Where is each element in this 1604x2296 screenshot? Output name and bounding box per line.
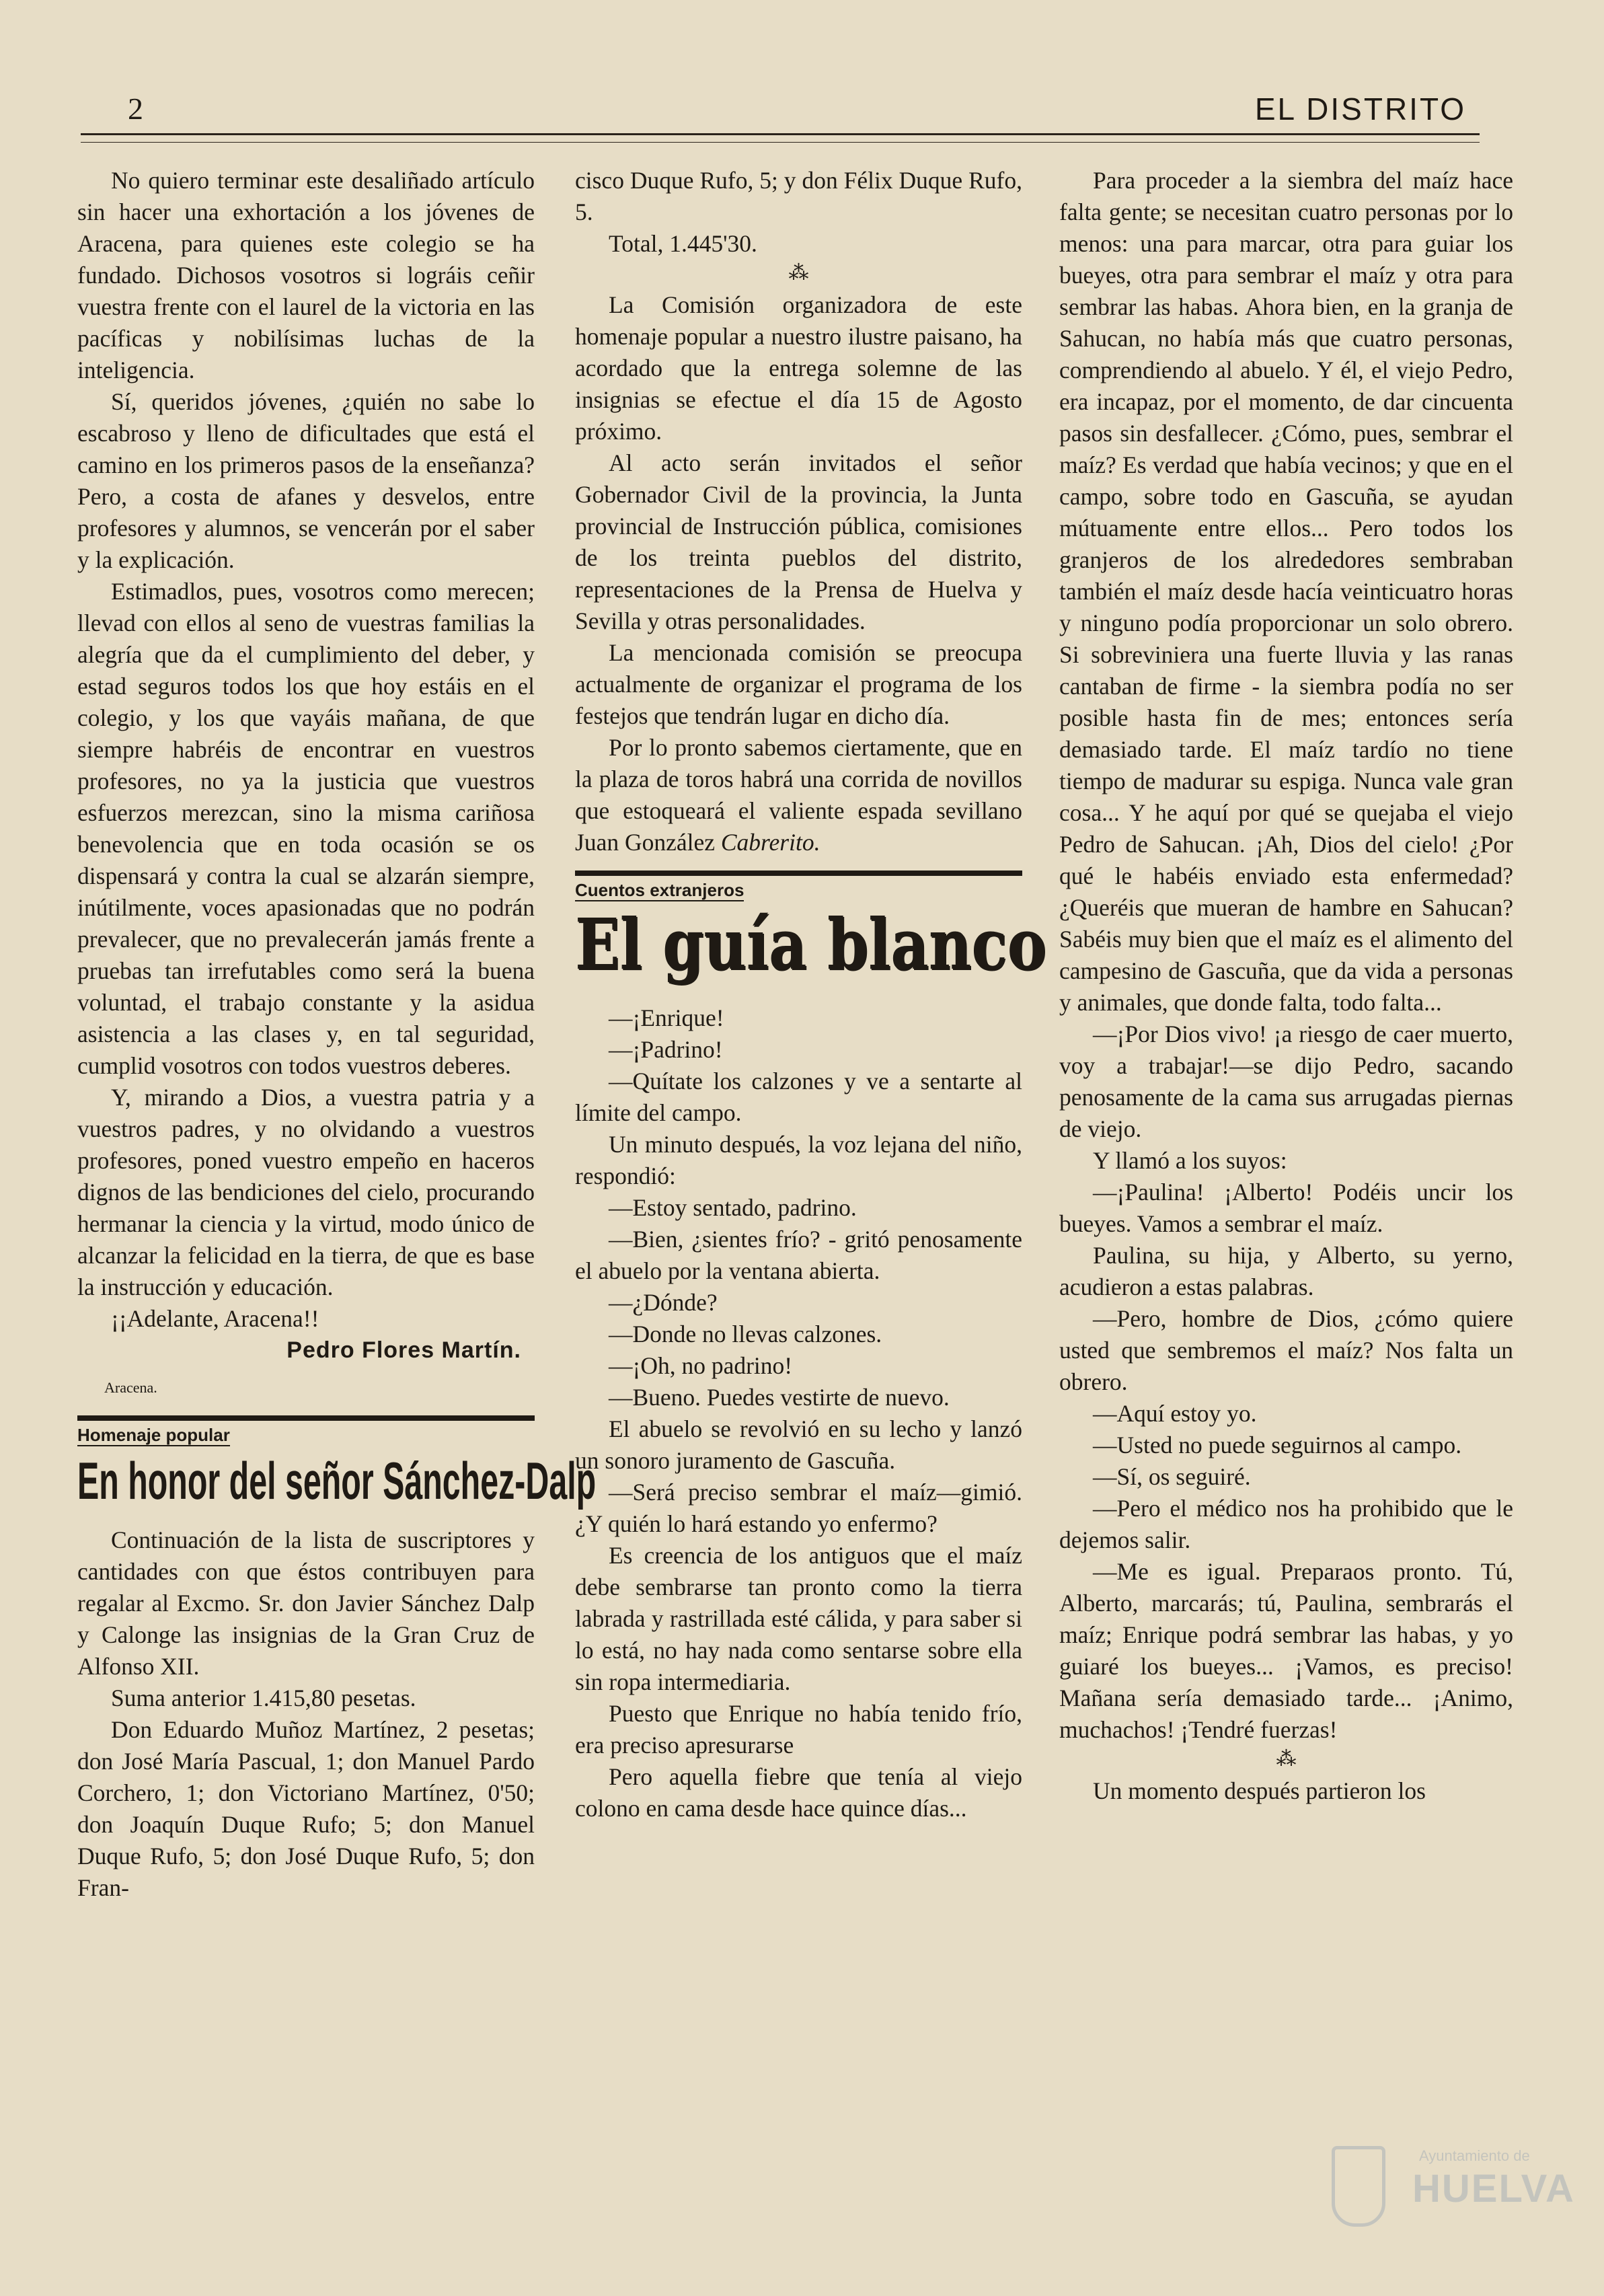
paragraph-text: Por lo pronto sabemos ciertamente, que en la plaza de toros habrá una corrida de novillos que estoqueará el valiente espada sevillano Juan González (575, 734, 1022, 856)
italic-name: Cabrerito. (720, 829, 820, 856)
dialogue-line: —Usted no puede seguirnos al campo. (1093, 1432, 1462, 1458)
dialogue-line: —Pero, hombre de Dios, ¿cómo quiere usted que sembremos el maíz? Nos falta un obrero. (1059, 1305, 1513, 1395)
paragraph: Y llamó a los suyos: (1093, 1147, 1287, 1174)
paragraph: Y, mirando a Dios, a vuestra patria y a vuestros padres, y no olvidando a vuestros profesores, poned vuestro empeño en haceros dignos de las bendiciones del cielo, procurando hermanar la ciencia y la virtud, modo único de alcanzar la felicidad en la tierra, de que es base la instrucción y educación. (77, 1084, 535, 1300)
paragraph (575, 732, 1022, 858)
paragraph: Es creencia de los antiguos que el maíz debe sembrarse tan pronto como la tierra labrada y rastrillada esté cálida, y para saber si lo está, no hay nada como sentarse sobre ella sin ropa intermediaria. (575, 1542, 1022, 1695)
header-rule (81, 133, 1480, 143)
dialogue-line: —¡Padrino! (609, 1036, 723, 1063)
dialogue-line: —¡Paulina! ¡Alberto! Podéis uncir los bueyes. Vamos a sembrar el maíz. (1059, 1179, 1513, 1237)
paragraph: Al acto serán invitados el señor Gobernador Civil de la provincia, la Junta provincial de Instrucción pública, comisiones de los treinta pueblos del distrito, representaciones de la Prensa de Huelva y Sevilla y otras personalidades. (575, 449, 1022, 634)
paragraph: Para proceder a la siembra del maíz hace falta gente; se necesitan cuatro personas por lo menos: una para marcar, otra para guiar los bueyes, otra para sembrar el maíz y otra para sembrar las habas. Ahora bien, en la granja de Sahucan, no había más que cuatro personas, comprendiendo al abuelo. Y él, el viejo Pedro, era incapaz, por el momento, de dar cincuenta pasos sin desfallecer. ¿Cómo, pues, sembrar el maíz? Es verdad que había vecinos; y que en el campo, sobre todo en Gascuña, se ayudan mútuamente entre ellos... Pero todos los granjeros de los alrededores sembraban también el maíz desde hacía veinticuatro horas y ninguno podía proporcionar un solo obrero. Si sobreviniera una fuerte lluvia y las ranas cantaban de firme - la siembra podía no ser posible hasta fin de mes; entonces sería demasiado tarde. El maíz tardío no tiene tiempo de madurar su espiga. Nunca vale gran cosa... Y he aquí por qué se quejaba el viejo Pedro de Sahucan. ¡Ah, Dios del cielo! ¿Por qué le habéis enviado esta enfermedad? ¿Queréis que mueran de hambre en Sahucan? Sabéis muy bien que el maíz es el alimento del campesino de Gascuña, que da vida a personas y animales, que donde falta, todo falta... (1059, 167, 1513, 1016)
paragraph: La mencionada comisión se preocupa actualmente de organizar el programa de los festejos que tendrán lugar en dicho día. (575, 639, 1022, 729)
dialogue-line: —¡Enrique! (609, 1004, 724, 1031)
dialogue-line: —¿Dónde? (609, 1289, 718, 1316)
paragraph: cisco Duque Rufo, 5; y don Félix Duque Rufo, 5. (575, 167, 1022, 225)
paragraph: No quiero terminar este desaliñado artículo sin hacer una exhortación a los jóvenes de Aracena, para quienes este colegio se ha fundado. Dichosos vosotros si lográis ceñir vuestra frente con el laurel de la victoria en las pacíficas y nobilísimas luchas de la inteligencia. (77, 167, 535, 383)
dialogue-line: —Sí, os seguiré. (1093, 1463, 1251, 1490)
paragraph: Don Eduardo Muñoz Martínez, 2 pesetas; don José María Pascual, 1; don Manuel Pardo Corchero, 1; don Victoriano Martínez, 0'50; don Joaquín Duque Rufo; 5; don Manuel Duque Rufo, 5; don José Duque Rufo, 5; don Fran- (77, 1716, 535, 1901)
paragraph: Un minuto después, la voz lejana del niño, respondió: (575, 1131, 1022, 1189)
paragraph: Continuación de la lista de suscriptores y cantidades con que éstos contribuyen para regalar al Excmo. Sr. don Javier Sánchez Dalp y Calonge las insignias de la Gran Cruz de Alfonso XII. (77, 1526, 535, 1680)
asterism-separator: ⁂ (1276, 1748, 1297, 1770)
paragraph: ¡¡Adelante, Aracena!! (111, 1305, 319, 1332)
paragraph: Paulina, su hija, y Alberto, su yerno, acudieron a estas palabras. (1059, 1242, 1513, 1300)
dialogue-line: —Bien, ¿sientes frío? - gritó penosamente el abuelo por la ventana abierta. (575, 1226, 1022, 1284)
dialogue-line: —Donde no llevas calzones. (609, 1321, 882, 1347)
archive-watermark (1318, 2126, 1575, 2260)
asterism-separator: ⁂ (788, 262, 809, 284)
watermark-small-text: Ayuntamiento de (1419, 2147, 1530, 2164)
dialogue-line: —Bueno. Puedes vestirte de nuevo. (609, 1384, 950, 1411)
dateline-place: Aracena. (104, 1379, 157, 1396)
dialogue-line: —¡Por Dios vivo! ¡a riesgo de caer muerto, voy a trabajar!—se dijo Pedro, sacando penosamente de la cama sus arrugadas piernas de viejo. (1059, 1021, 1513, 1142)
article-headline: En honor del señor Sánchez-Dalp (77, 1451, 597, 1510)
section-label-text: Homenaje popular (77, 1425, 230, 1445)
coat-of-arms-icon (1332, 2146, 1385, 2227)
column-1 (77, 165, 597, 1904)
paragraph: Estimadlos, pues, vosotros como merecen; llevad con ellos al seno de vuestras familias la alegría que da el cumplimiento del deber, y estad seguros todos los que hoy estáis en el colegio, y los que vayáis mañana, de que siempre habréis de encontrar en vuestros profesores, no ya la justicia que vuestros esfuerzos merezcan, sino la misma cariñosa benevolencia que en toda ocasión se os dispensará y contra la cual se alzarán siempre, inútilmente, voces apasionadas que no podrán prevalecer, que no prevalecerán jamás frente a pruebas tan irrefutables como será la buena voluntad, el trabajo constante y la asidua asistencia a las clases y, en tal seguridad, cumplid vosotros con todos vuestros deberes. (77, 578, 535, 1079)
section-label (77, 1425, 535, 1445)
dialogue-line: —Me es igual. Preparaos pronto. Tú, Alberto, marcarás; tú, Paulina, sembrarás el maíz; Enrique podrá sembrar las habas, y yo guiaré los bueyes... ¡Vamos, es preciso! Mañana sería demasiado tarde... ¡Animo, muchachos! ¡Tendré fuerzas! (1059, 1558, 1513, 1743)
column-3 (1059, 165, 1513, 1807)
paragraph: Pero aquella fiebre que tenía al viejo colono en cama desde hace quince días... (575, 1763, 1022, 1822)
paragraph: Sí, queridos jóvenes, ¿quién no sabe lo escabroso y lleno de dificultades que está el camino en los primeros pasos de la enseñanza? Pero, a costa de afanes y desvelos, entre profesores y alumnos, se vencerán por el saber y la explicación. (77, 388, 535, 573)
paragraph: Un momento después partieron los (1093, 1777, 1426, 1804)
section-label-text: Cuentos extranjeros (575, 880, 744, 900)
author-signature: Pedro Flores Martín. (287, 1337, 521, 1363)
paragraph: Puesto que Enrique no había tenido frío, era preciso apresurarse (575, 1700, 1022, 1758)
paragraph: La Comisión organizadora de este homenaje popular a nuestro ilustre paisano, ha acordado que la entrega solemne de las insignias se efectue el día 15 de Agosto próximo. (575, 291, 1022, 445)
paragraph: Suma anterior 1.415,80 pesetas. (111, 1684, 416, 1711)
paragraph: Total, 1.445'30. (609, 230, 757, 257)
dialogue-line: —Quítate los calzones y ve a sentarte al límite del campo. (575, 1068, 1022, 1126)
section-divider (77, 1415, 535, 1421)
story-headline: El guía blanco (575, 903, 1046, 986)
page-header (121, 91, 1473, 128)
section-divider (575, 871, 1022, 876)
dialogue-line: —¡Oh, no padrino! (609, 1352, 793, 1379)
dialogue-line: —Pero el médico nos ha prohibido que le dejemos salir. (1059, 1495, 1513, 1553)
dialogue-line: —Será preciso sembrar el maíz—gimió. ¿Y quién lo hará estando yo enfermo? (575, 1479, 1022, 1537)
dialogue-line: —Aquí estoy yo. (1093, 1400, 1257, 1427)
watermark-big-text: HUELVA (1412, 2167, 1575, 2211)
section-label (575, 880, 1022, 900)
dialogue-line: —Estoy sentado, padrino. (609, 1194, 857, 1221)
newspaper-name: EL DISTRITO (1254, 91, 1466, 126)
column-2 (575, 165, 1046, 1824)
page-number: 2 (128, 91, 143, 126)
paragraph: El abuelo se revolvió en su lecho y lanzó un sonoro juramento de Gascuña. (575, 1415, 1022, 1474)
